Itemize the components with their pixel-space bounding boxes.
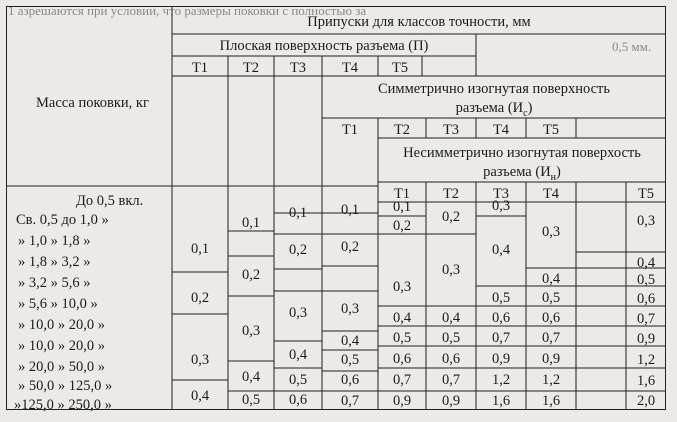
allowance-table — [6, 3, 666, 413]
value-cell: 0,5 — [541, 290, 561, 306]
value-cell: 0,3 — [441, 262, 461, 278]
value-cell: 0,6 — [491, 310, 511, 326]
flat-surface-header: Плоская поверхность разъема (П) — [219, 38, 429, 54]
value-cell: 0,3 — [636, 213, 656, 229]
allowances-header: Припуски для классов точности, мм — [307, 14, 531, 30]
mass-row: » 1,8 » 3,2 » — [18, 254, 91, 270]
mass-row: » 5,6 » 10,0 » — [18, 296, 98, 312]
value-cell: 0,3 — [190, 352, 210, 368]
value-cell: 0,7 — [636, 311, 656, 327]
value-cell: 0,4 — [541, 271, 561, 287]
value-cell: 0,9 — [541, 351, 561, 367]
flat-class-label: Т1 — [191, 60, 209, 76]
value-cell: 0,7 — [340, 393, 360, 409]
value-cell: 0,6 — [340, 372, 360, 388]
value-cell: 0,5 — [392, 330, 412, 346]
value-cell: 0,3 — [541, 224, 561, 240]
value-cell: 0,3 — [340, 301, 360, 317]
asym-class-label: Т2 — [442, 186, 460, 202]
value-cell: 1,6 — [636, 373, 656, 389]
value-cell: 0,1 — [392, 199, 412, 215]
value-cell: 0,6 — [288, 392, 308, 408]
value-cell: 0,6 — [636, 291, 656, 307]
value-cell: 0,4 — [636, 255, 656, 271]
asymmetric-surface-header: Несимметрично изогнутая поверхость — [403, 145, 641, 161]
value-cell: 0,3 — [491, 198, 511, 214]
value-cell: 0,3 — [392, 279, 412, 295]
mass-row: » 50,0 » 125,0 » — [18, 378, 113, 394]
value-cell: 0,3 — [288, 305, 308, 321]
value-cell: 1,2 — [491, 372, 511, 388]
flat-class-label: Т5 — [391, 60, 409, 76]
value-cell: 0,2 — [441, 209, 461, 225]
sym-class-label: Т2 — [393, 122, 411, 138]
value-cell: 0,1 — [288, 205, 308, 221]
mass-row: » 20,0 » 50,0 » — [18, 359, 105, 375]
value-cell: 0,9 — [441, 393, 461, 409]
value-cell: 1,6 — [491, 393, 511, 409]
value-cell: 0,4 — [288, 347, 308, 363]
value-cell: 0,5 — [636, 272, 656, 288]
value-cell: 0,4 — [190, 388, 210, 404]
value-cell: 0,9 — [392, 393, 412, 409]
asym-class-label: Т4 — [542, 186, 560, 202]
value-cell: 0,5 — [241, 392, 261, 408]
sym-class-label: Т4 — [492, 122, 510, 138]
value-cell: 1,2 — [541, 372, 561, 388]
value-cell: 0,1 — [340, 202, 360, 218]
value-cell: 0,6 — [392, 351, 412, 367]
value-cell: 0,2 — [190, 290, 210, 306]
asymmetric-surface-header-2: разъема $(И_н)$ — [483, 164, 561, 183]
value-cell: 1,6 — [541, 393, 561, 409]
flat-class-label: Т2 — [242, 60, 260, 76]
value-cell: 0,4 — [241, 369, 261, 385]
value-cell: 0,4 — [392, 310, 412, 326]
value-cell: 0,4 — [491, 242, 511, 258]
mass-row: » 3,2 » 5,6 » — [18, 275, 91, 291]
value-cell: 0,6 — [541, 310, 561, 326]
bleed-text-top: 1 азрешаются при условии, что размеры поковки с полностью за — [8, 3, 367, 18]
mass-row: »125,0 » 250,0 » — [14, 397, 112, 413]
symmetric-surface-header: Симметрично изогнутая поверхность — [378, 81, 610, 97]
value-cell: 0,4 — [340, 333, 360, 349]
value-cell: 0,4 — [441, 310, 461, 326]
value-cell: 0,6 — [441, 351, 461, 367]
value-cell: 0,9 — [636, 331, 656, 347]
sym-class-label: Т1 — [341, 122, 359, 138]
value-cell: 0,5 — [288, 372, 308, 388]
asym-class-label: Т3 — [492, 186, 510, 202]
bleed-text-line: 0,5 мм. — [612, 39, 652, 54]
value-cell: 0,7 — [392, 372, 412, 388]
sym-class-label: Т3 — [442, 122, 460, 138]
flat-class-label: Т3 — [289, 60, 307, 76]
mass-row: » 1,0 » 1,8 » — [18, 233, 91, 249]
value-cell: 0,7 — [441, 372, 461, 388]
value-cell: 0,7 — [491, 330, 511, 346]
asym-class-label: Т5 — [637, 186, 655, 202]
value-cell: 0,9 — [491, 351, 511, 367]
value-cell: 0,3 — [241, 323, 261, 339]
value-cell: 0,2 — [288, 242, 308, 258]
value-cell: 0,5 — [340, 352, 360, 368]
value-cell: 1,2 — [636, 352, 656, 368]
mass-row: До 0,5 вкл. — [76, 193, 144, 209]
value-cell: 0,1 — [241, 215, 261, 231]
value-cell: 0,5 — [441, 330, 461, 346]
value-cell: 0,2 — [392, 218, 412, 234]
sym-class-label: Т5 — [542, 122, 560, 138]
value-cell: 2,0 — [636, 393, 656, 409]
mass-row: » 10,0 » 20,0 » — [18, 338, 105, 354]
value-cell: 0,2 — [241, 267, 261, 283]
value-cell: 0,5 — [491, 290, 511, 306]
symmetric-surface-header-2: разъема $(И_с)$ — [455, 100, 533, 119]
mass-header: Масса поковки, кг — [36, 95, 149, 111]
mass-row: » 10,0 » 20,0 » — [18, 317, 105, 333]
asym-class-label: Т1 — [393, 186, 411, 202]
value-cell: 0,7 — [541, 330, 561, 346]
flat-class-label: Т4 — [341, 60, 359, 76]
value-cell: 0,2 — [340, 239, 360, 255]
value-cell: 0,1 — [190, 241, 210, 257]
mass-row: Св. 0,5 до 1,0 » — [16, 212, 109, 228]
